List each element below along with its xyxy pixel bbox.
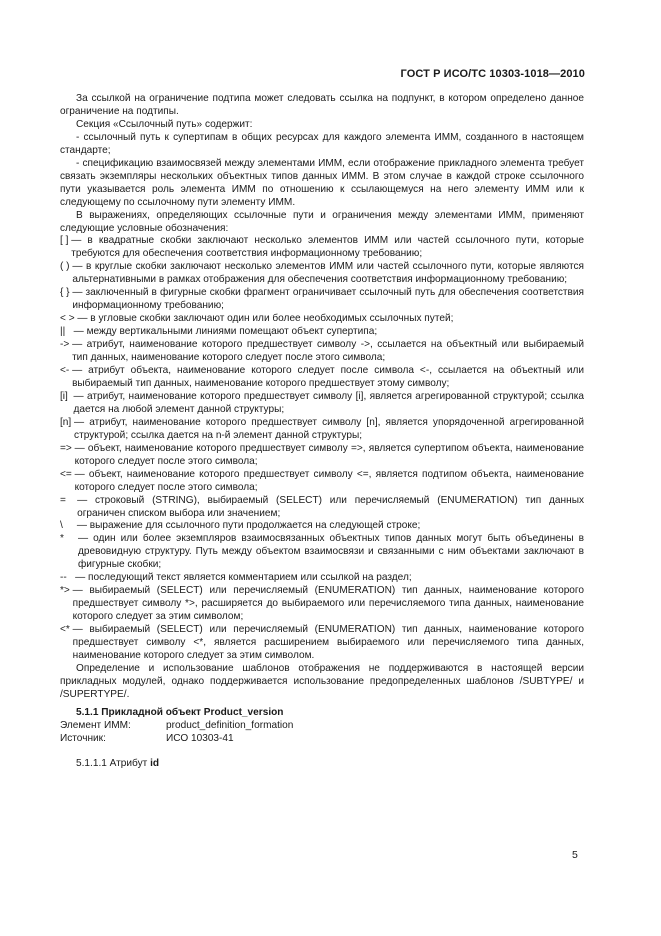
definition-text: — выбираемый (SELECT) или перечисляемый (ENUMERATION) тип данных, наименование которого предшествует символу <*, является расширением выбираемого или перечисляемого типа данных, наименование которого следует за этим символом.: [72, 624, 584, 661]
definition-item: [60, 339, 584, 365]
definition-item: [60, 572, 584, 585]
definition-text: — строковый (STRING), выбираемый (SELECT) или перечисляемый (ENUMERATION) тип данных ограничен списком выбора или значением;: [77, 494, 584, 519]
definition-item: [60, 365, 584, 391]
info-value: product_definition_formation: [166, 719, 294, 731]
definition-text: — объект, наименование которого предшествует символу =>, является супертипом объекта, наименование которого следует после этого символа;: [74, 442, 584, 467]
definition-symbol: --: [60, 572, 76, 584]
definition-text: — объект, наименование которого предшествует символу <=, является подтипом объекта, наименование которого следует после этого символа;: [74, 468, 584, 493]
definition-item: [60, 235, 584, 261]
definition-text: — в угловые скобки заключают один или более необходимых ссылочных путей;: [77, 313, 454, 325]
paragraph: Определение и использование шаблонов отображения не поддерживаются в настоящей версии прикладных модулей, однако поддерживается использование предопределенных шаблонов /SUBTYPE/ и /SUPERTYPE/.: [60, 662, 584, 700]
definition-symbol: <=: [60, 468, 75, 480]
definition-item: [60, 326, 584, 339]
definition-symbol: < >: [60, 313, 78, 325]
definition-item: [60, 287, 584, 313]
subsection-prefix: 5.1.1.1 Атрибут: [76, 757, 148, 769]
paragraph: В выражениях, определяющих ссылочные пути и ограничения между элементами ИММ, применяют следующие условные обозначения:: [60, 209, 584, 234]
info-value: ИСО 10303-41: [166, 732, 234, 744]
definition-item: [60, 469, 584, 495]
definition-item: [60, 417, 584, 443]
definition-item: [60, 313, 584, 326]
definition-symbol: ->: [60, 339, 73, 351]
definition-text: — атрибут объекта, наименование которого следует после символа <-, ссылается на объектный или выбираемый тип данных, наименование которого предшествует этому символу;: [72, 365, 584, 389]
definition-symbol: [i]: [60, 390, 74, 402]
definition-item: [60, 624, 584, 663]
definition-item: [60, 533, 584, 572]
definition-text: — атрибут, наименование которого предшествует символу ->, ссылается на объектный или выбираемый тип данных, наименование которого следует после этого символа;: [72, 339, 584, 364]
section-heading: 5.1.1 Прикладной объект Product_version: [76, 706, 284, 718]
definition-text: — заключенный в фигурные скобки фрагмент ограничивает ссылочный путь для обеспечения соответствия информационному требованию;: [72, 287, 584, 312]
info-label: Источник:: [60, 732, 106, 744]
subsection-attribute: id: [150, 757, 160, 769]
document-header: ГОСТ Р ИСО/ТС 10303-1018—2010: [400, 68, 585, 80]
definition-text: — выбираемый (SELECT) или перечисляемый (ENUMERATION) тип данных, наименование которого предшествует символу *>, расширяется до выбираемого или перечисляемого типа данных, наименование которого следует за этим символом;: [72, 585, 584, 623]
info-row: [60, 720, 584, 733]
definition-symbol: [n]: [60, 416, 75, 428]
page-content: [60, 93, 584, 771]
definition-text: — в квадратные скобки заключают несколько элементов ИММ или частей ссылочного пути, которые требуются для обеспечения соответствия информационному требованию;: [71, 235, 584, 260]
definition-symbol: ||: [60, 326, 74, 338]
definition-item: [60, 443, 584, 469]
definition-symbol: <*: [60, 624, 73, 636]
definition-text: — последующий текст является комментарием или ссылкой на раздел;: [75, 572, 412, 584]
definition-symbol: [ ]: [60, 235, 72, 247]
definition-symbol: =: [60, 494, 78, 506]
definition-item: [60, 261, 584, 287]
definition-text: — в круглые скобки заключают несколько элементов ИММ или частей ссылочного пути, которые являются альтернативными в рамках отображения для обеспечения соответствия информационному требованию;: [72, 261, 584, 286]
definition-symbol: \: [60, 520, 77, 532]
definition-symbol: *>: [60, 585, 73, 597]
definition-text: — один или более экземпляров взаимосвязанных объектных типов данных могут быть объединены в древовидную структуру. Путь между объектом взаимосвязи и связанными с ним объектами заключают в фигурные скобки;: [77, 533, 584, 571]
paragraph: За ссылкой на ограничение подтипа может следовать ссылка на подпункт, в котором определено данное ограничение на подтипы.: [60, 93, 584, 117]
definition-symbol: *: [60, 533, 78, 545]
bullet-item: - ссылочный путь к супертипам в общих ресурсах для каждого элемента ИММ, созданного в настоящем стандарте;: [60, 131, 584, 156]
definition-text: — между вертикальными линиями помещают объект супертипа;: [73, 326, 378, 338]
definition-item: [60, 520, 584, 533]
info-label: Элемент ИММ:: [60, 719, 131, 731]
definition-symbol: =>: [60, 442, 75, 454]
info-row: [60, 733, 584, 746]
page-number: 5: [572, 849, 578, 861]
definition-text: — выражение для ссылочного пути продолжается на следующей строке;: [76, 520, 421, 532]
definition-symbol: ( ): [60, 261, 73, 273]
definition-symbol: <-: [60, 365, 73, 377]
definition-item: [60, 585, 584, 624]
definition-item: [60, 391, 584, 417]
bullet-item: - спецификацию взаимосвязей между элементами ИММ, если отображение прикладного элемента требует связать экземпляры нескольких объектных типов данных ИММ. В этом случае в каждой строке ссылочного пути указывается роль элемента ИММ по отношению к ссылающемуся на него элементу ИММ или к следующему по ссылочному пути элементу ИММ.: [60, 157, 584, 208]
paragraph: Секция «Ссылочный путь» содержит:: [76, 118, 253, 130]
definition-symbol: { }: [60, 287, 73, 299]
definition-item: [60, 495, 584, 521]
definition-text: — атрибут, наименование которого предшествует символу [n], является упорядоченной агрегированной структурой; ссылка дается на n-й элемент данной структуры;: [74, 416, 584, 441]
definition-text: — атрибут, наименование которого предшествует символу [i], является агрегированной структурой; ссылка дается на любой элемент данной структуры;: [73, 390, 584, 415]
subsection-heading: [60, 758, 584, 771]
